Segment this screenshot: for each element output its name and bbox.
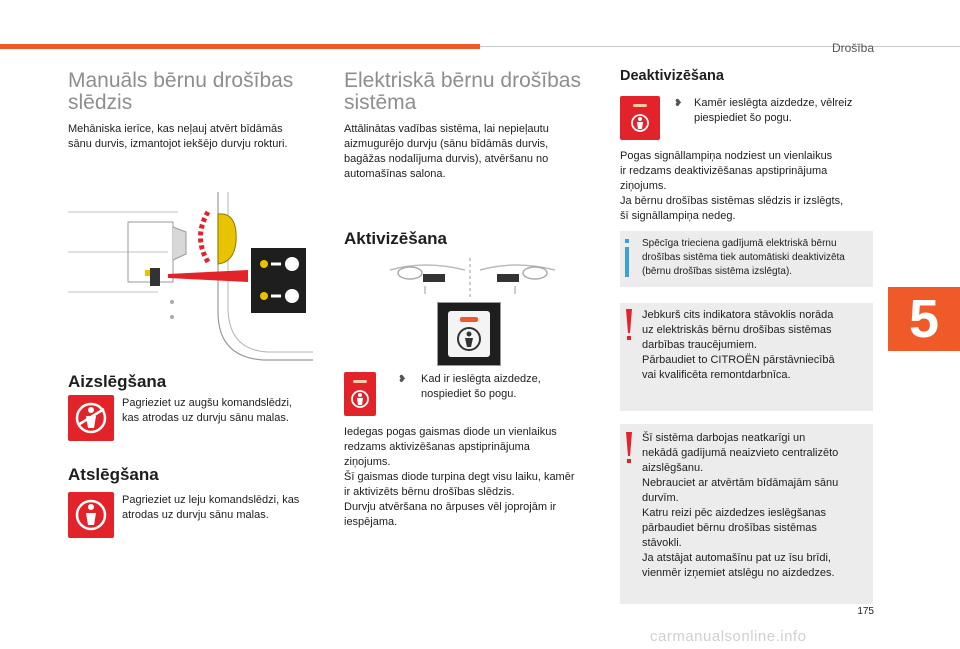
header-accent-bar	[0, 44, 480, 49]
watermark: carmanualsonline.info	[650, 628, 807, 645]
child-lock-icon	[68, 395, 114, 441]
info-note: Spēcīga trieciena gadījumā elektriskā bērnu drošības sistēma tiek automātiski deaktivizēta (bērnu drošības sistēma izslēgta).	[642, 238, 845, 277]
left-title-line2: slēdzis	[68, 91, 133, 114]
deactivation-heading: Deaktivizēšana	[620, 68, 724, 84]
arrow-right-icon: ❥	[398, 374, 407, 385]
warning1-text: Jebkurš cits indikatora stāvoklis norāda uz elektriskās bērnu drošības sistēmas darbības traucējumiem. Pārbaudiet to CITROËN pārstāvniecībā vai kvalificēta remontdarbnīca.	[642, 309, 835, 381]
middle-title-line2: sistēma	[344, 91, 417, 114]
warning-icon	[624, 309, 634, 343]
arrow-right-icon-2: ❥	[674, 98, 683, 109]
chapter-number: 5	[888, 287, 960, 351]
section-label: Drošība	[831, 41, 874, 55]
left-intro: Mehāniska ierīce, kas neļauj atvērt bīdāmās sānu durvis, izmantojot iekšējo durvju rokturi.	[68, 123, 288, 150]
unlock-text: Pagrieziet uz leju komandslēdzi, kas atrodas uz durvju sānu malas.	[122, 494, 300, 521]
left-title	[68, 70, 328, 114]
unlock-heading: Atslēgšana	[68, 465, 159, 484]
dashboard-illustration	[385, 258, 560, 298]
left-title-line1: Manuāls bērnu drošības	[68, 69, 294, 92]
middle-intro: Attālinātas vadības sistēma, lai nepieļautu aizmugurējo durvju (sānu bīdāmās durvis, bagāžas nodalījuma durvis), atvēršanu no automašīnas salona.	[344, 123, 549, 180]
info-panel	[620, 231, 873, 287]
child-lock-button-icon	[344, 372, 376, 416]
lock-text: Pagrieziet uz augšu komandslēdzi, kas atrodas uz durvju sānu malas.	[122, 397, 292, 424]
activation-text: Iedegas pogas gaismas diode un vienlaikus redzams aktivizēšanas apstiprinājuma ziņojums. Šī gaismas diode turpina degt visu laiku, kamēr ir aktivizēts bērnu drošības slēdzis. Durvju atvēršana no ārpuses vēl joprojām ir iespējama.	[344, 426, 575, 528]
warning-icon-2	[624, 432, 634, 466]
header-rule	[480, 46, 960, 47]
child-lock-button-icon-2	[620, 96, 660, 140]
deactivation-step: Kamēr ieslēgta aizdedze, vēlreiz piespiediet šo pogu.	[694, 97, 853, 124]
middle-title	[344, 70, 604, 114]
activation-heading: Aktivizēšana	[344, 229, 447, 248]
warning-panel-2	[620, 424, 873, 604]
warning-panel-1	[620, 303, 873, 411]
page-number: 175	[857, 606, 874, 617]
deactivation-text: Pogas signāllampiņa nodziest un vienlaikus ir redzams deaktivizēšanas apstiprinājuma ziņojums. Ja bērnu drošības sistēmas slēdzis ir izslēgts, šī signāllampiņa nedeg.	[620, 150, 844, 222]
door-lock-illustration	[68, 192, 313, 362]
warning2-text: Šī sistēma darbojas neatkarīgi un nekādā gadījumā neaizvieto centralizēto aizslēgšanu. Nebrauciet ar atvērtām bīdāmajām sānu durvīm. Katru reizi pēc aizdedzes ieslēgšanas pārbaudiet bērnu drošības sistēmas stāvokli. Ja atstājat automašīnu pat uz īsu brīdi, vienmēr izņemiet atslēgu no aizdedzes.	[642, 432, 839, 579]
child-lock-button-illustration	[437, 302, 501, 366]
info-icon	[624, 239, 628, 279]
middle-title-line1: Elektriskā bērnu drošības	[344, 69, 581, 92]
lock-heading: Aizslēgšana	[68, 372, 167, 391]
child-unlocked-icon	[68, 492, 114, 538]
activation-step: Kad ir ieslēgta aizdedze, nospiediet šo pogu.	[421, 373, 541, 400]
